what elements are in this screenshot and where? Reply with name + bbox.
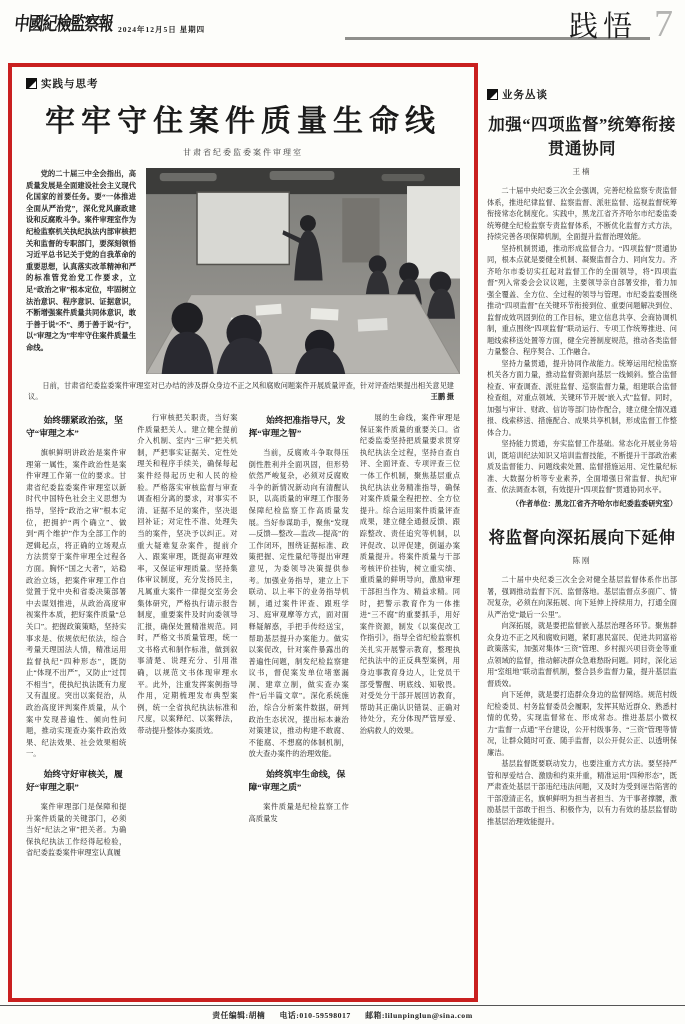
sidebar-article-1-byline: 王楠 xyxy=(572,167,592,176)
author-note: （作者单位：黑龙江省齐齐哈尔市纪委监委研究室） xyxy=(511,499,677,508)
paragraph: 向下延伸，就是要打造群众身边的监督网络。规范村级纪检委员、村务监督委员会履职，发挥其贴近群众、熟悉村情的优势，实现监督常在、形成常态。推进基层小微权力“监督一点通”平台建设，公开村级事务、“三资”管理等情况，让群众随时可查、随手监督，以公开促公正、以透明保廉洁。 xyxy=(487,691,677,757)
projection-screen xyxy=(197,192,289,264)
section-heading-3: 始终把准指导尺，发挥“审理之智” xyxy=(248,415,346,438)
section-body-2: 案件审理部门是保障和提升案件质量的关键部门，必须当好“纪法之审”把关者。为确保执纪执法工作经得起检验，省纪委监委案件审理室认真履 xyxy=(26,802,127,858)
article-column-2 xyxy=(137,412,237,1008)
photo-caption xyxy=(26,381,460,403)
sidebar-kicker-label: 业务丛谈 xyxy=(502,90,548,101)
section-body-4-cont: 展的生命线，案件审理是保证案件质量的重要关口。省纪委监委坚持把质量要求贯穿执纪执法全过程，坚持自查自评、全面评查、专项评查三位一体工作机制，聚焦基层重点执纪执法业务精准指导，确保对案件质量全程把控、全方位提升。综合运用案件质量评查成果，建立健全通报反馈、跟踪整改、责任追究等机制，以评促改、以评促建，倒逼办案质量提升。将案件质量与干部考核评价挂钩，树立重实绩、重质量的鲜明导向，激励审理干部担当作为、精益求精。同时，把警示教育作为一体推进“三不腐”的重要抓手，用好案件资源，制发《以案促改工作指引》，指导全省纪检监察机关扎实开展警示教育，整理执纪执法中的正反典型案例，用身边事教育身边人，让党员干部受警醒、明底线、知敬畏。对受处分干部开展回访教育，帮助其正确认识错误、正确对待处分，充分体现严管厚爱、治病救人的效果。 xyxy=(359,413,460,736)
paragraph: 坚持机制贯通，推动形成监督合力。“四项监督”贯通协同，根本点就是要健全机制、凝聚监督合力、同向发力。齐齐哈尔市委切实扛起对监督工作的全面领导，将“四项监督”列入常委会会议议题，主要领导亲自部署安排，着力加强全覆盖、全方位、全过程的领导与管理。市纪委监委围绕推动“四项监督”在关键环节衔接到位、重要问题解决到位、监督成效巩固到位的工作目标，建立信息共享、会商协调机制，重点围绕“四项监督”联动运行、专项工作统筹推进、问题线索移送处置等方面，健全完善制度规范，推动各类监督力量整合、程序契合、工作融合。 xyxy=(487,244,677,356)
sidebar-article-2-title: 将监督向深拓展向下延伸 xyxy=(488,528,676,547)
footer-editor: 责任编辑:胡楠 xyxy=(212,1011,266,1020)
footer-email: 邮箱:lilunpinglun@sina.com xyxy=(365,1011,473,1020)
paragraph: 二十届中央纪委三次全会对健全基层监督体系作出部署，强调推动监督下沉、监督落地。基层监督点多面广、情况复杂，必须在向深拓展、向下延伸上持续用力，打通全面从严治党“最后一公里”。 xyxy=(487,576,677,619)
article-column-1 xyxy=(26,412,126,1008)
footer-phone: 电话:010-59598017 xyxy=(279,1011,351,1020)
article-column-3 xyxy=(249,412,349,1008)
meeting-room-illustration xyxy=(146,168,460,374)
sidebar xyxy=(487,88,677,1000)
sidebar-article-2-body xyxy=(487,575,677,828)
news-photo xyxy=(146,168,460,374)
lead-paragraph: 党的二十届三中全会指出，高质量发展是全面建设社会主义现代化国家的首要任务。要“一体推进全面从严治党”，深化党风廉政建设和反腐败斗争。案件审理室作为纪检监察机关执纪执法内部审核把关和监督的专职部门，要深刻领悟习近平总书记关于党的自我革命的重要思想，认真落实改革精神和严的标准管党治党工作要求，立足“政治之审”根本定位，牢固树立法治意识、程序意识、证据意识，不断增强案件质量共同体意识，敢于善于说“不”、勇于善于说“行”，以“审理之为”牢牢守住案件质量生命线。 xyxy=(26,169,136,352)
article-columns xyxy=(26,412,460,1008)
section-body-4: 案件质量是纪检监察工作高质量发 xyxy=(248,802,349,823)
page-number: 7 xyxy=(654,3,673,45)
issue-date: 2024年12月5日 星期四 xyxy=(118,25,206,34)
page-header xyxy=(0,0,685,58)
masthead-logo: 中國紀檢監察報 xyxy=(13,15,114,35)
section-title: 践悟 xyxy=(568,11,637,43)
sidebar-article-2-byline: 陈刚 xyxy=(572,556,592,565)
paragraph: 向深拓展，就是要把监督嵌入基层治理各环节。聚焦群众身边不正之风和腐败问题，紧盯惠民富民、促进共同富裕政策落实，加强对集体“三资”管理、乡村振兴项目资金等重点领域的监督，推动解决群众急难愁盼问题。同时，深化运用“室组地”联动监督机制，整合县乡监督力量，提升基层监督质效。 xyxy=(487,622,677,688)
kicker-corner-icon xyxy=(487,89,498,100)
main-article-kicker xyxy=(26,77,460,90)
main-article-byline: 甘肃省纪委监委案件审理室 xyxy=(183,148,303,157)
paragraph: 坚持力量贯通，提升协同作战能力。统筹运用纪检监察机关各方面力量，推动监督资源向基层一线倾斜。整合监督检查、审查调查、派驻监督、巡察监督力量，组建联合监督检查组，对重点领域、关键环节开展“嵌入式”监督。同时，加强与审计、财政、信访等部门协作配合，建立健全情况通报、线索移送、措施配合、成果共享机制，形成监督工作整体合力。 xyxy=(487,359,677,437)
paragraph: 二十届中央纪委三次全会强调，完善纪检监察专责监督体系，推进纪律监督、监察监督、派驻监督、巡视监督统筹衔接常态化制度化。实践中，黑龙江省齐齐哈尔市纪委监委统筹健全纪检监察专责监督体系，不断优化监督方式方法，持续完善各项保障机制，全面提升监督治理效能。 xyxy=(487,187,677,241)
sidebar-article-1 xyxy=(487,111,677,510)
paragraph: 坚持能力贯通，夯实监督工作基础。常态化开展业务培训，既培训纪法知识又培训监督技能，不断提升干部政治素质及监督能力、问题线索处置、监督措施运用、定性量纪标准、大数据分析等专业素养，全面增强日常监督、执纪审查、依法调查本领，有效提升“四项监督”贯通协同水平。 xyxy=(487,440,677,494)
section-body-1: 旗帜鲜明讲政治是案件审理第一属性，案件政治性是案件审理工作第一位的要求。甘肃省纪委监委案件审理室以新时代中国特色社会主义思想为指导，坚持“政治之审”根本定位，把拥护“两个确立”、做到“两个维护”作为全部工作的逻辑起点，将正确的立场观点方法贯穿于案件审理全过程各方面。胸怀“国之大者”，站稳政治立场，把案件审理工作自觉置于党中央和省委决策部署中去谋划推进，从政治高度审视案件本质，把好案件质量“总关口”。把握政策策略，坚持实事求是、依规依纪依法，综合考量天理国法人情，精准运用监督执纪“四种形态”，既防止“体现不出严”，又防止“过罚不相当”，使执纪执法既有力度又有温度。突出以案促治，从政治高度评判案件质量，从个案中发现普遍性、倾向性问题，推动实现查办案件政治效果、纪法效果、社会效果相统一。 xyxy=(26,448,127,759)
section-body-2-cont: 行审核把关职责，当好案件质量把关人。建立健全提前介入机制、室内“三审”把关机制，严把事实证据关、定性处理关和程序手续关，确保每起案件经得起历史和人民的检验。严格落实审核监督与审查调查相分离的要求，对事实不清、证据不足的案件，坚决退回补证；对定性不准、处理失当的案件，坚决予以纠正。对重大疑难复杂案件，提前介入、跟案审理，既提高审理效率，又保证审理质量。坚持集体审议制度，充分发扬民主，凡属重大案件一律提交室务会集体研究，严格执行请示报告制度，重要案件及时向委领导汇报，确保处置精准规范。同时，严格文书质量管理，统一文书格式和制作标准，做到叙事清楚、说理充分、引用准确，以规范文书体现审理水平。此外，注重发挥案例指导作用，定期梳理发布典型案例，统一全省执纪执法标准和尺度，以案释纪、以案释法，带动提升整体办案质效。 xyxy=(137,413,238,736)
sidebar-kicker xyxy=(487,88,677,101)
main-article-frame xyxy=(8,63,478,1002)
main-article-title: 牢牢守住案件质量生命线 xyxy=(45,105,441,138)
article-column-4 xyxy=(360,412,460,1008)
paragraph: 基层监督既要联动发力，也要注重方式方法。要坚持严管和厚爱结合、激励和约束并重，精准运用“四种形态”，既严肃查处基层干部违纪违法问题，又及时为受到诬告陷害的干部澄清正名，旗帜鲜明为担当者担当、为干事者撑腰，激励基层干部敢于担当、积极作为，以有力有效的基层监督助推基层治理效能提升。 xyxy=(487,760,677,826)
sidebar-article-1-body xyxy=(487,186,677,510)
photo-credit: 王鹏 摄 xyxy=(430,393,454,401)
section-heading-1: 始终绷紧政治弦，坚守“审理之本” xyxy=(26,415,123,438)
lead-column xyxy=(26,168,136,374)
sidebar-article-1-title: 加强“四项监督”统筹衔接贯通协同 xyxy=(488,115,676,158)
photo-caption-text: 日前，甘肃省纪委监委案件审理室对已办结的涉及群众身边不正之风和腐败问题案件开展质量评查，针对评查结果提出相关意见建议。 xyxy=(28,382,454,401)
footer-rule xyxy=(0,1005,685,1006)
kicker-label: 实践与思考 xyxy=(41,79,99,90)
sidebar-article-2 xyxy=(487,524,677,828)
section-heading-2: 始终守好审核关，履好“审理之职” xyxy=(26,769,123,793)
section-body-3: 当前，反腐败斗争取得压倒性胜利并全面巩固，但形势依然严峻复杂，必须对反腐败斗争的新情况新动向有清醒认识，以高质量的审理工作服务保障纪检监察工作高质量发展。当好参谋助手，聚焦“发现—反馈—整改—监改—提高”的工作闭环，围绕证据标准、政策把握、定性量纪等提出审理意见，为委领导决策提供参考。加强业务指导，建立上下联动、以上率下的业务指导机制，通过案件评查、跟班学习、庭审观摩等方式，面对面释疑解惑，手把手传经送宝，帮助基层提升办案能力。做实以案促改，针对案件暴露出的普遍性问题，制发纪检监察建议书，督促案发单位堵塞漏洞、建章立制，做实查办案件“后半篇文章”。深化系统施治，综合分析案件数据，研判政治生态状况，提出标本兼治对策建议，推动构建不敢腐、不能腐、不想腐的体制机制，放大查办案件的治理效能。 xyxy=(248,448,349,759)
footer xyxy=(0,1010,685,1021)
kicker-corner-icon xyxy=(26,78,37,89)
lead-and-photo-row xyxy=(26,168,460,374)
section-heading-4: 始终筑牢生命线，保障“审理之质” xyxy=(248,769,346,793)
